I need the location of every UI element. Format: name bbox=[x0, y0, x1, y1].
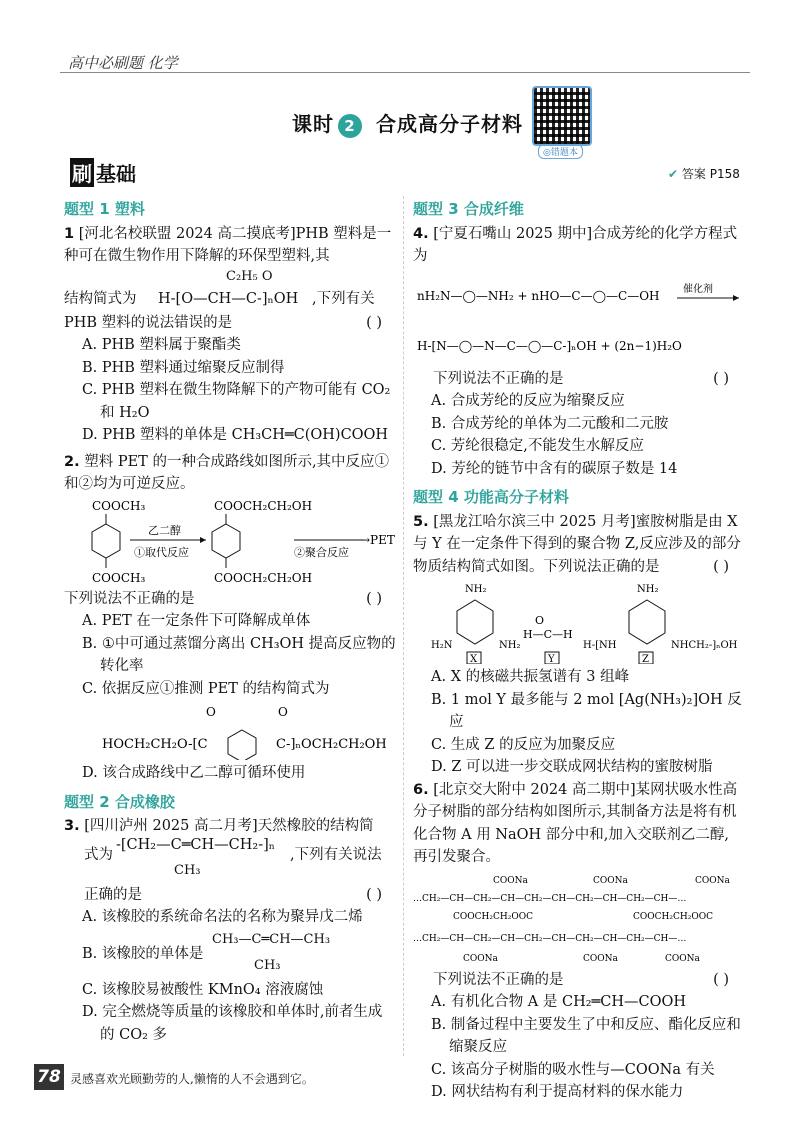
q2-stem: 塑料 PET 的一种合成路线如图所示,其中反应①和②均为可逆反应。 bbox=[64, 453, 390, 492]
q6-option-a[interactable]: A. 有机化合物 A 是 CH₂═CH—COOH bbox=[431, 994, 687, 1010]
q1-number: 1 bbox=[64, 225, 75, 242]
q3-answer-paren[interactable]: ( ) bbox=[366, 886, 382, 903]
qr-label: ◎错题本 bbox=[538, 144, 583, 159]
q2-number: 2. bbox=[64, 453, 80, 470]
svg-text:H—C—H: H—C—H bbox=[523, 628, 573, 641]
svg-text:NH₂: NH₂ bbox=[499, 640, 521, 651]
header-divider bbox=[60, 72, 750, 73]
q4-ask-line bbox=[413, 368, 743, 391]
q3-option-b-sub: CH₃ bbox=[254, 957, 281, 973]
q3-stem4-line bbox=[64, 884, 396, 907]
page-number: 78 bbox=[34, 1064, 64, 1090]
q4-answer-paren[interactable]: ( ) bbox=[713, 370, 729, 387]
q2-pet-left: HOCH₂CH₂O-[C bbox=[102, 737, 208, 752]
q3-option-b[interactable] bbox=[82, 929, 396, 979]
svg-text:H₂N: H₂N bbox=[431, 640, 453, 651]
svg-text:O: O bbox=[278, 705, 288, 719]
q5-source: [黑龙江哈尔滨三中 2025 月考] bbox=[433, 513, 636, 530]
q1-source: [河北名校联盟 2024 高二摸底考] bbox=[78, 225, 296, 242]
q1-formula-sub: C₂H₅ O bbox=[226, 268, 273, 284]
q3-stem3: ,下列有关说法 bbox=[290, 846, 382, 863]
svg-text:H-[NH: H-[NH bbox=[583, 640, 617, 651]
svg-text:COONa: COONa bbox=[583, 953, 618, 964]
q1-stem2: PHB 塑料的说法错误的是 bbox=[64, 314, 233, 331]
q2-answer-paren[interactable]: ( ) bbox=[366, 590, 382, 607]
q4-number: 4. bbox=[413, 225, 429, 242]
triazine-ring-x bbox=[457, 600, 493, 644]
q2-ask: 下列说法不正确的是 bbox=[64, 590, 195, 607]
q3-stem2: 式为 bbox=[84, 846, 113, 863]
q5-option-c[interactable]: C. 生成 Z 的反应为加聚反应 bbox=[431, 736, 616, 753]
q2-reaction-diagram bbox=[64, 498, 396, 586]
q5-option-a[interactable]: A. X 的核磁共振氢谱有 3 组峰 bbox=[431, 669, 630, 685]
left-column bbox=[64, 198, 396, 1046]
q4-eq-left: nH₂N—◯—NH₂ + nHO—C—◯—C—OH bbox=[417, 288, 660, 303]
q6-option-d[interactable]: D. 网状结构有利于提高材料的保水能力 bbox=[431, 1084, 684, 1100]
q6-option-c[interactable]: C. 该高分子树脂的吸水性与—COONa 有关 bbox=[431, 1061, 715, 1078]
type-heading-4: 题型 4 功能高分子材料 bbox=[413, 488, 569, 506]
type-heading-1: 题型 1 塑料 bbox=[64, 200, 145, 218]
q4-source: [宁夏石嘴山 2025 期中] bbox=[433, 225, 593, 242]
section-title bbox=[70, 158, 136, 187]
q5-number: 5. bbox=[413, 513, 429, 530]
q1-option-c[interactable]: C. PHB 塑料在微生物降解下的产物可能有 CO₂ 和 H₂O bbox=[82, 382, 391, 421]
q6-answer-paren[interactable]: ( ) bbox=[713, 971, 729, 988]
q6-option-b[interactable]: B. 制备过程中主要发生了中和反应、酯化反应和缩聚反应 bbox=[431, 1016, 741, 1055]
q1-stem2-line bbox=[64, 312, 396, 335]
book-header: 高中必刷题 化学 bbox=[68, 54, 178, 72]
q6-link-2: COOCH₂CH₂OOC bbox=[633, 911, 713, 922]
q2-option-b[interactable]: B. ①中可通过蒸馏分离出 CH₃OH 提高反应物的转化率 bbox=[82, 635, 396, 674]
q2-option-d[interactable]: D. 该合成路线中乙二醇可循环使用 bbox=[82, 765, 306, 781]
q6-source: [北京交大附中 2024 高二期中] bbox=[433, 781, 636, 798]
q3-formula: -[CH₂—C═CH—CH₂-]ₙ bbox=[116, 836, 276, 853]
q4-option-d[interactable]: D. 芳纶的链节中含有的碳原子数是 14 bbox=[431, 460, 678, 477]
svg-text:COONa: COONa bbox=[493, 875, 528, 886]
q1-option-b[interactable]: B. PHB 塑料通过缩聚反应制得 bbox=[82, 359, 285, 376]
q3-number: 3. bbox=[64, 818, 80, 834]
q2-arrow2-bot: ②聚合反应 bbox=[294, 545, 349, 559]
question-2 bbox=[64, 451, 396, 496]
type-heading-3: 题型 3 合成纤维 bbox=[413, 200, 524, 218]
q6-chain2: …CH₂—CH—CH₂—CH—CH₂—CH—CH₂—CH—CH₂—CH—… bbox=[413, 933, 687, 944]
q2-pet-structure bbox=[64, 702, 396, 760]
q5-label-x: X bbox=[470, 654, 478, 664]
q2-pet-right: C-]ₙOCH₂CH₂OH bbox=[276, 737, 387, 752]
svg-text:NH₂: NH₂ bbox=[637, 584, 659, 595]
check-icon: ✔ bbox=[668, 167, 679, 181]
q4-option-b[interactable]: B. 合成芳纶的单体为二元酸和二元胺 bbox=[431, 415, 669, 432]
benzene-ring-3 bbox=[228, 730, 256, 760]
q3-stem4: 正确的是 bbox=[84, 886, 142, 903]
svg-text:O: O bbox=[206, 705, 216, 719]
q6-ask: 下列说法不正确的是 bbox=[433, 971, 564, 988]
q1-formula: H-[O—CH—C-]ₙOH bbox=[158, 290, 299, 307]
q3-option-c[interactable]: C. 该橡胶易被酸性 KMnO₄ 溶液腐蚀 bbox=[82, 981, 324, 998]
svg-text:NH₂: NH₂ bbox=[465, 584, 487, 595]
svg-text:NHCH₂-]ₙOH: NHCH₂-]ₙOH bbox=[671, 640, 738, 651]
q2-reactant-bot: COOCH₃ bbox=[92, 570, 146, 585]
q1-formula-block bbox=[64, 268, 396, 312]
lesson-number: 2 bbox=[338, 114, 362, 138]
q4-option-c[interactable]: C. 芳纶很稳定,不能发生水解反应 bbox=[431, 438, 644, 454]
right-column bbox=[413, 198, 743, 1104]
svg-text:COONa: COONa bbox=[695, 875, 730, 886]
q6-link-1: COOCH₂CH₂OOC bbox=[453, 911, 533, 922]
svg-text:COONa: COONa bbox=[665, 953, 700, 964]
q3-stem1: 天然橡胶的结构简 bbox=[257, 818, 374, 834]
q4-catalyst: 催化剂 bbox=[683, 283, 713, 295]
question-4 bbox=[413, 223, 743, 268]
svg-text:COONa: COONa bbox=[463, 953, 498, 964]
q5-structures bbox=[413, 580, 743, 664]
answer-reference bbox=[668, 165, 740, 182]
benzene-ring-1 bbox=[92, 524, 120, 558]
q1-stem1: PHB 塑料是一种可在微生物作用下降解的环保型塑料,其 bbox=[64, 225, 392, 264]
q4-ask: 下列说法不正确的是 bbox=[433, 370, 564, 387]
q5-label-y: Y bbox=[548, 654, 555, 664]
q5-answer-paren[interactable]: ( ) bbox=[713, 558, 729, 575]
q2-arrow1-bot: ①取代反应 bbox=[134, 545, 189, 559]
q3-option-a[interactable]: A. 该橡胶的系统命名法的名称为聚异戊二烯 bbox=[82, 909, 363, 925]
q6-ask-line bbox=[413, 969, 743, 992]
q2-product-bot: COOCH₂CH₂OH bbox=[214, 570, 313, 585]
q2-pet-product: →PET bbox=[360, 532, 395, 547]
q1-answer-paren[interactable]: ( ) bbox=[366, 314, 382, 331]
q1-option-d[interactable]: D. PHB 塑料的单体是 CH₃CH═C(OH)COOH bbox=[82, 427, 389, 443]
lesson-name: 合成高分子材料 bbox=[376, 112, 523, 136]
q2-option-a[interactable]: A. PET 在一定条件下可降解成单体 bbox=[82, 613, 311, 629]
q2-option-c[interactable]: C. 依据反应①推测 PET 的结构简式为 bbox=[82, 680, 330, 697]
q4-equation bbox=[413, 270, 743, 366]
q2-product-top: COOCH₂CH₂OH bbox=[214, 498, 313, 513]
q4-stem: 合成芳纶的化学方程式为 bbox=[413, 225, 738, 264]
q3-option-b-formula: CH₃—C═CH—CH₃ bbox=[212, 931, 331, 947]
q5-stem: 蜜胺树脂是由 X 与 Y 在一定条件下得到的聚合物 Z,反应涉及的部分物质结构简式如图。下列说法正确的是 bbox=[413, 513, 741, 575]
q3-option-d[interactable]: D. 完全燃烧等质量的该橡胶和单体时,前者生成的 CO₂ 多 bbox=[82, 1004, 383, 1043]
lesson-title bbox=[292, 108, 523, 138]
q3-source: [四川泸州 2025 高二月考] bbox=[84, 818, 258, 834]
benzene-ring-2 bbox=[212, 524, 240, 558]
q1-option-a[interactable]: A. PHB 塑料属于聚酯类 bbox=[82, 337, 241, 353]
answer-page: 答案 P158 bbox=[681, 167, 740, 181]
q5-label-z: Z bbox=[642, 654, 649, 664]
q2-arrow1-top: 乙二醇 bbox=[148, 523, 181, 537]
qr-code[interactable] bbox=[532, 86, 592, 146]
question-5 bbox=[413, 511, 743, 579]
q6-chain1: …CH₂—CH—CH₂—CH—CH₂—CH—CH₂—CH—CH₂—CH—… bbox=[413, 893, 687, 904]
section-name: 基础 bbox=[96, 162, 136, 186]
svg-text:O: O bbox=[535, 614, 545, 627]
question-1 bbox=[64, 223, 396, 268]
svg-text:COONa: COONa bbox=[593, 875, 628, 886]
q4-option-a[interactable]: A. 合成芳纶的反应为缩聚反应 bbox=[431, 393, 625, 409]
q1-formula-lead: 结构简式为 bbox=[64, 290, 137, 307]
q1-formula-tail: ,下列有关 bbox=[312, 290, 375, 307]
q5-option-d[interactable]: D. Z 可以进一步交联成网状结构的蜜胺树脂 bbox=[431, 759, 713, 775]
q3-formula-sub: CH₃ bbox=[174, 862, 201, 878]
q6-number: 6. bbox=[413, 781, 429, 798]
column-divider bbox=[403, 196, 404, 1056]
q6-network-structure bbox=[413, 871, 743, 967]
q4-eq-right: H-[N—◯—N—C—◯—C-]ₙOH + (2n−1)H₂O bbox=[417, 338, 682, 353]
triazine-ring-z bbox=[629, 600, 665, 644]
type-heading-2: 题型 2 合成橡胶 bbox=[64, 792, 175, 811]
footer-motto: 灵感喜欢光顾勤劳的人,懒惰的人不会遇到它。 bbox=[70, 1072, 314, 1086]
q2-reactant-top: COOCH₃ bbox=[92, 498, 146, 513]
q2-ask-line bbox=[64, 588, 396, 611]
q3-option-b-text: B. 该橡胶的单体是 bbox=[82, 945, 204, 962]
lesson-prefix: 课时 bbox=[292, 112, 334, 136]
question-6 bbox=[413, 779, 743, 869]
q6-stem: 某网状吸水性高分子树脂的部分结构如图所示,其制备方法是将有机化合物 A 用 NaOH 部分中和,加入交联剂乙二醇,再引发聚合。 bbox=[413, 781, 738, 865]
q5-option-b[interactable]: B. 1 mol Y 最多能与 2 mol [Ag(NH₃)₂]OH 反应 bbox=[431, 691, 742, 730]
q3-formula-block bbox=[64, 838, 396, 884]
section-brush: 刷 bbox=[70, 158, 94, 187]
